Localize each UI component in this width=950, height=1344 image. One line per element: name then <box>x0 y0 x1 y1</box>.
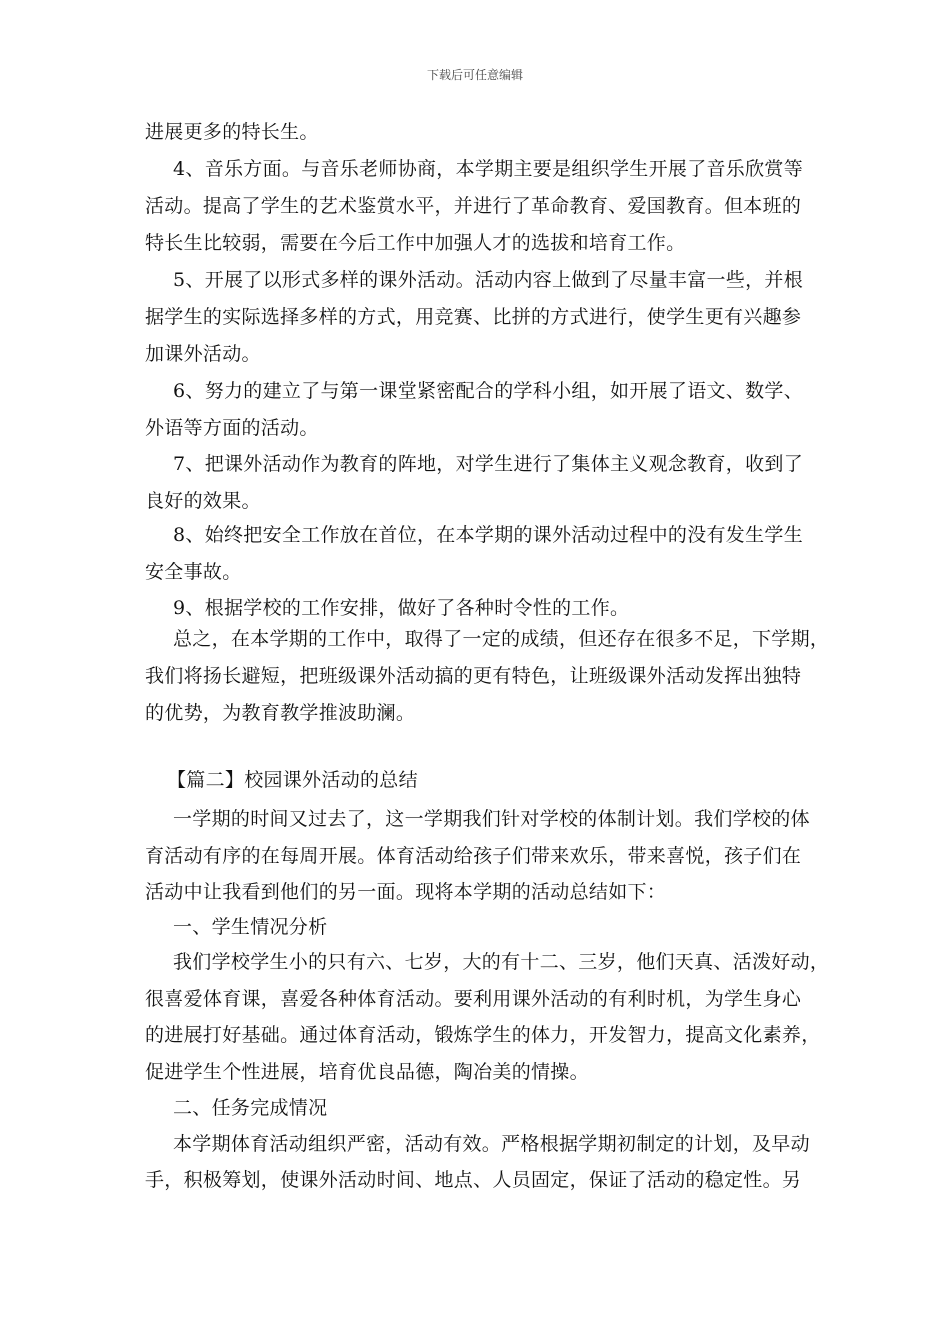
text-line: 据学生的实际选择多样的方式，用竞赛、比拼的方式进行，使学生更有兴趣参 <box>145 306 802 328</box>
text-line: 活动。提高了学生的艺术鉴赏水平，并进行了革命教育、爱国教育。但本班的 <box>145 195 802 217</box>
text-line: 育活动有序的在每周开展。体育活动给孩子们带来欢乐，带来喜悦，孩子们在 <box>145 845 802 867</box>
text-line: 的进展打好基础。通过体育活动，锻炼学生的体力，开发智力，提高文化素养， <box>145 1024 821 1046</box>
text-line: 加课外活动。 <box>145 343 261 365</box>
text-line: 的优势，为教育教学推波助澜。 <box>145 702 416 724</box>
page-header: 下载后可任意编辑 <box>426 68 523 82</box>
text-line: 手，积极筹划，使课外活动时间、地点、人员固定，保证了活动的稳定性。另 <box>145 1169 802 1191</box>
text-line: 外语等方面的活动。 <box>145 417 319 439</box>
subsection-heading: 一、学生情况分析 <box>173 916 328 938</box>
text-line: 5、开展了以形式多样的课外活动。活动内容上做到了尽量丰富一些，并根 <box>173 269 803 291</box>
text-line: 我们将扬长避短，把班级课外活动搞的更有特色，让班级课外活动发挥出独特 <box>145 665 802 687</box>
text-line: 本学期体育活动组织严密，活动有效。严格根据学期初制定的计划，及早动 <box>173 1133 810 1155</box>
text-line: 进展更多的特长生。 <box>145 121 319 143</box>
text-line: 总之，在本学期的工作中，取得了一定的成绩，但还存在很多不足，下学期， <box>173 628 830 650</box>
text-line: 特长生比较弱，需要在今后工作中加强人才的选拔和培育工作。 <box>145 232 686 254</box>
text-line: 我们学校学生小的只有六、七岁，大的有十二、三岁，他们天真、活泼好动， <box>173 951 830 973</box>
text-line: 安全事故。 <box>145 561 242 583</box>
text-line: 活动中让我看到他们的另一面。现将本学期的活动总结如下： <box>145 881 667 903</box>
subsection-heading: 二、任务完成情况 <box>173 1097 328 1119</box>
text-line: 9、根据学校的工作安排，做好了各种时令性的工作。 <box>173 597 630 619</box>
text-line: 一学期的时间又过去了，这一学期我们针对学校的体制计划。我们学校的体 <box>173 808 810 830</box>
text-line: 8、始终把安全工作放在首位，在本学期的课外活动过程中的没有发生学生 <box>173 524 803 546</box>
text-line: 6、努力的建立了与第一课堂紧密配合的学科小组，如开展了语文、数学、 <box>173 380 803 402</box>
text-line: 很喜爱体育课，喜爱各种体育活动。要利用课外活动的有利时机，为学生身心 <box>145 988 802 1010</box>
text-line: 4、音乐方面。与音乐老师协商，本学期主要是组织学生开展了音乐欣赏等 <box>173 158 803 180</box>
text-line: 7、把课外活动作为教育的阵地，对学生进行了集体主义观念教育，收到了 <box>173 453 803 475</box>
text-line: 促进学生个性进展，培育优良品德，陶冶美的情操。 <box>145 1061 589 1083</box>
text-line: 良好的效果。 <box>145 490 261 512</box>
section-heading: 【篇二】校园课外活动的总结 <box>167 769 418 791</box>
